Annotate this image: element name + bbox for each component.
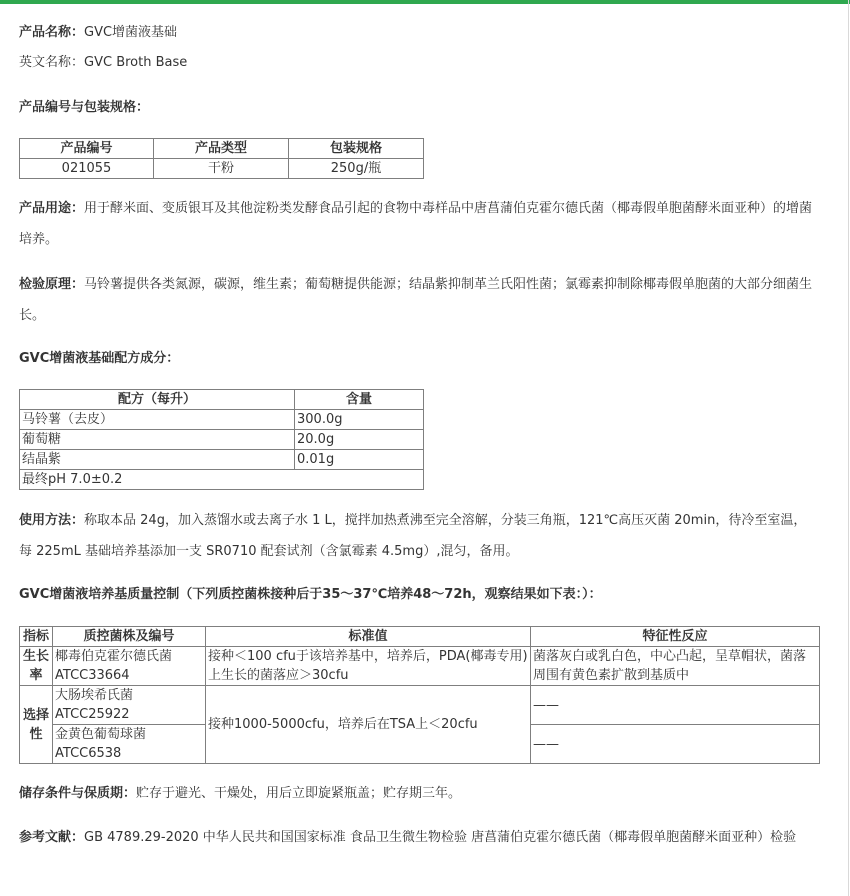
qc-heading (19, 587, 602, 603)
cell-code: 021055 (20, 159, 154, 179)
storage-line (19, 786, 461, 802)
cell-ingredient: 马铃薯（去皮） (20, 410, 295, 430)
top-accent-bar (0, 0, 850, 4)
table-row (20, 647, 820, 686)
table-header-row (20, 390, 424, 410)
cell-strain (53, 725, 206, 764)
cell-indicator-growth: 生长率 (20, 647, 53, 686)
strain-name: 椰毒伯克霍尔德氏菌 (55, 649, 173, 664)
right-border (848, 0, 849, 896)
qc-heading-rest: （下列质控菌株接种后于35～37℃培养48～72h，观察结果如下表：）： (179, 587, 602, 602)
cell-package: 250g/瓶 (289, 159, 424, 179)
cell-amount: 0.01g (295, 450, 424, 470)
reference-text: GB 4789.29-2020 中华人民共和国国家标准 食品卫生微生物检验 唐菖蒲伯克霍尔德氏菌（椰毒假单胞菌酵米面亚种）检验 (84, 830, 797, 845)
usage-paragraph (19, 193, 819, 255)
table-row (20, 470, 424, 490)
strain-atcc: ATCC6538 (55, 746, 122, 761)
col-header-reaction: 特征性反应 (531, 627, 820, 647)
table-header-row (20, 139, 424, 159)
col-header-package: 包装规格 (289, 139, 424, 159)
principle-label: 检验原理： (19, 277, 85, 292)
col-header-indicator: 指标 (20, 627, 53, 647)
storage-text: 贮存于避光、干燥处，用后立即旋紧瓶盖；贮存期三年。 (136, 786, 462, 801)
method-paragraph (19, 505, 819, 567)
strain-name: 金黄色葡萄球菌 (55, 727, 147, 742)
col-header-strain: 质控菌株及编号 (53, 627, 206, 647)
cell-ingredient: 葡萄糖 (20, 430, 295, 450)
cell-standard: 接种1000-5000cfu，培养后在TSA上＜20cfu (206, 686, 531, 764)
strain-atcc: ATCC33664 (55, 668, 130, 683)
cell-amount: 20.0g (295, 430, 424, 450)
cell-strain (53, 647, 206, 686)
usage-text: 用于酵米面、变质银耳及其他淀粉类发酵食品引起的食物中毒样品中唐菖蒲伯克霍尔德氏菌（椰毒假单胞菌酵米面亚种）的增菌培养。 (19, 201, 813, 247)
method-label: 使用方法： (19, 513, 85, 528)
principle-text: 马铃薯提供各类氮源，碳源，维生素；葡萄糖提供能源；结晶紫抑制革兰氏阳性菌；氯霉素抑制除椰毒假单胞菌的大部分细菌生长。 (19, 277, 813, 323)
table-row (20, 430, 424, 450)
spec-heading: 产品编号与包装规格： (19, 100, 150, 115)
cell-reaction: —— (531, 686, 820, 725)
table-row (20, 450, 424, 470)
col-header-amount: 含量 (295, 390, 424, 410)
formula-table (19, 389, 424, 490)
cell-amount: 300.0g (295, 410, 424, 430)
cell-ingredient: 结晶紫 (20, 450, 295, 470)
strain-atcc: ATCC25922 (55, 707, 130, 722)
reference-paragraph (19, 822, 819, 853)
cell-ph: 最终pH 7.0±0.2 (20, 470, 424, 490)
strain-name: 大肠埃希氏菌 (55, 688, 134, 703)
table-header-row (20, 627, 820, 647)
cell-strain (53, 686, 206, 725)
method-text: 称取本品 24g，加入蒸馏水或去离子水 1 L，搅拌加热煮沸至完全溶解，分装三角瓶，121℃高压灭菌 20min，待冷至室温，每 225mL 基础培养基添加一支 SR0710 配套试剂（含氯霉素 4.5mg）,混匀，备用。 (19, 513, 807, 559)
english-name-line (19, 55, 187, 71)
product-name-value: GVC增菌液基础 (84, 25, 178, 40)
qc-table (19, 626, 820, 764)
english-name-label: 英文名称： (19, 55, 85, 70)
col-header-standard: 标准值 (206, 627, 531, 647)
cell-standard: 接种＜100 cfu于该培养基中，培养后，PDA(椰毒专用)上生长的菌落应＞30cfu (206, 647, 531, 686)
principle-paragraph (19, 269, 819, 331)
col-header-ingredient: 配方（每升） (20, 390, 295, 410)
table-row (20, 159, 424, 179)
col-header-code: 产品编号 (20, 139, 154, 159)
product-name-label: 产品名称： (19, 25, 85, 40)
cell-reaction: 菌落灰白或乳白色，中心凸起，呈草帽状，菌落周围有黄色素扩散到基质中 (531, 647, 820, 686)
english-name-value: GVC Broth Base (84, 55, 188, 70)
table-row (20, 410, 424, 430)
formula-heading: GVC增菌液基础配方成分： (19, 351, 180, 366)
storage-label: 储存条件与保质期： (19, 786, 137, 801)
qc-heading-bold: GVC增菌液培养基质量控制 (19, 587, 180, 602)
spec-table (19, 138, 424, 179)
cell-type: 干粉 (154, 159, 289, 179)
table-row (20, 686, 820, 725)
cell-reaction: —— (531, 725, 820, 764)
cell-indicator-selectivity: 选择性 (20, 686, 53, 764)
usage-label: 产品用途： (19, 201, 85, 216)
product-name-line (19, 25, 177, 41)
reference-label: 参考文献： (19, 830, 85, 845)
col-header-type: 产品类型 (154, 139, 289, 159)
